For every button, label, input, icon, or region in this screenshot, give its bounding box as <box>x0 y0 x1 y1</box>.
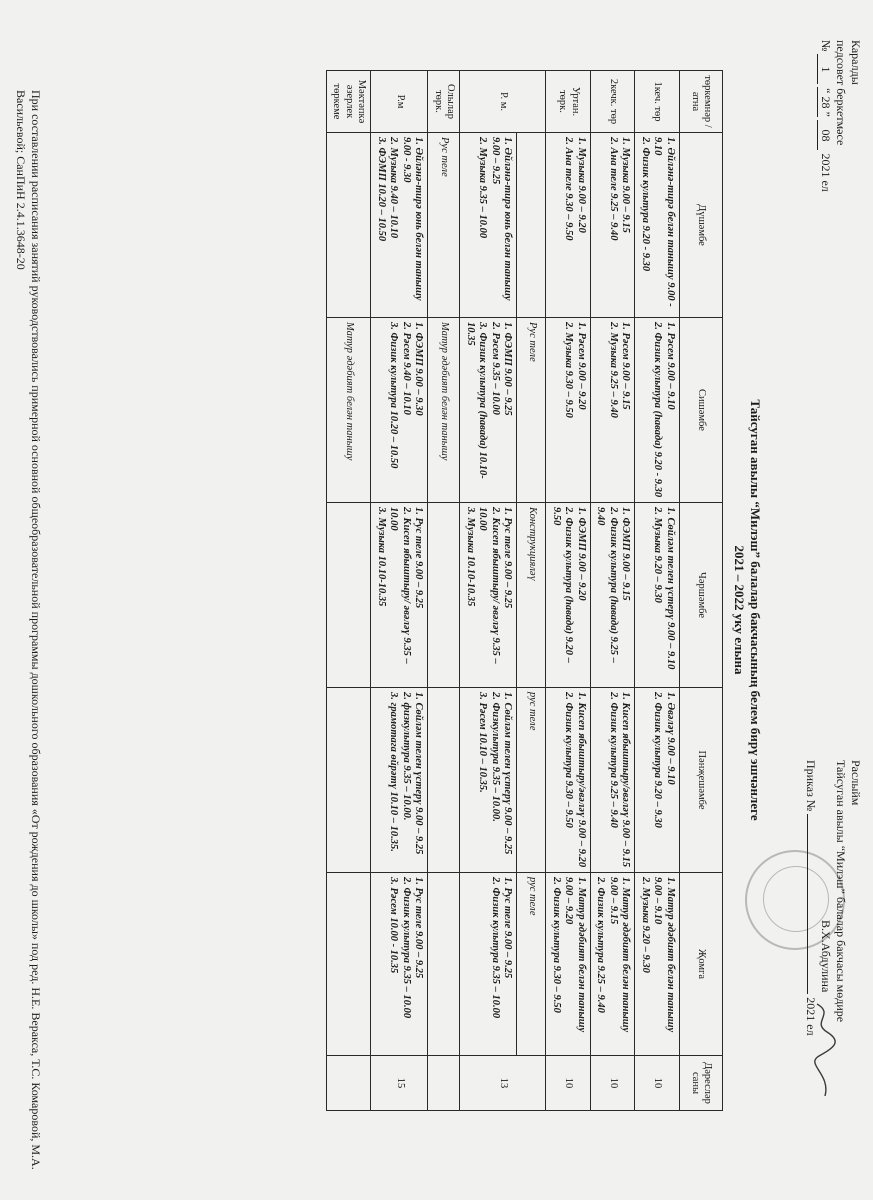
cell-wed <box>460 503 517 688</box>
cell-thu <box>591 688 636 873</box>
title-line-2: 2021 – 2022 уку елына <box>732 545 747 675</box>
head-name: В.Х.Абдулина <box>819 920 833 993</box>
lesson-entry: 2. Физик культура (һавада) 9.25 – 9.40 <box>595 507 619 663</box>
lesson-count <box>428 1056 460 1111</box>
lesson-entry: 2. Физик культура 9.25 – 9.40 <box>595 877 607 1013</box>
subject-mon <box>517 133 546 318</box>
cell-wed <box>428 503 460 688</box>
cell-thu <box>327 688 372 873</box>
cell-mon <box>327 133 372 318</box>
cell-wed <box>371 503 428 688</box>
cell-fri <box>635 873 680 1056</box>
header-monday: Дүшәмбе <box>680 133 723 318</box>
lesson-entry: 1. Матур әдәбият белән танышу 9.00 – 9.10 <box>652 877 676 1033</box>
lesson-entry: 2. Музыка 9.30 – 9.50 <box>563 322 575 418</box>
lesson-entry: 1. Музыка 9.00 – 9.20 <box>576 137 587 233</box>
protocol-year: 2021 ел <box>819 153 833 192</box>
cell-wed <box>591 503 636 688</box>
header-tuesday: Сишәмбе <box>680 318 723 503</box>
lesson-count: 13 <box>460 1056 546 1111</box>
lesson-entry: 3. ФЭМП 10.20 – 10.50 <box>376 137 387 242</box>
group-name: Олылар төрк. <box>428 71 460 133</box>
council-label: педсовет беркетмәсе <box>834 40 848 146</box>
cell-fri <box>591 873 636 1056</box>
subject-tue: Рус теле <box>517 318 546 503</box>
lesson-count <box>327 1056 372 1111</box>
lesson-entry: 1. Рус теле 9.00 – 9.25 <box>413 507 425 609</box>
lesson-entry: 3. грамотага өйрәтү 10.10 – 10.35. <box>388 692 400 852</box>
footer-note: При составлении расписания занятий руководствовались примерной основной общеобразовательной программы дошкольного образования «От рождения до школы» под ред. Н.Е. Вераксa, Т.С. Комаровой, М.А. Васильевой; СанПиН 2.4.1.3648-20 <box>14 90 43 1170</box>
lesson-entry: 2. Физик культура 9.20 - 9.30 <box>640 137 651 272</box>
lesson-count: 15 <box>371 1056 428 1111</box>
lesson-entry: 1. Кисеп ябыштыру/әвәләү 9.00 – 9.15 <box>620 692 632 868</box>
protocol-number: 1 <box>817 54 833 84</box>
lesson-entry: 1. Сөйләм телен үстерү 9.00 – 9.25 <box>413 692 425 855</box>
group-name: 1кеч. төр <box>635 71 680 133</box>
approve-label: Раслыйм <box>849 760 863 806</box>
cell-fri <box>546 873 591 1056</box>
cell-fri <box>428 873 460 1056</box>
group-name: Мәктәпкә әзерлек төркеме <box>327 71 372 133</box>
lesson-entry: 2. Ана теле 9.30 – 9.50 <box>563 137 575 241</box>
lesson-entry: 2. Музыка 9.25 – 9.40 <box>608 322 619 418</box>
cell-tue <box>460 318 517 503</box>
lesson-entry: 1. Музыка 9.00 – 9.15 <box>620 137 632 233</box>
lesson-entry: 1. Сөйләм телен үстерү 9.00 – 9.10 <box>665 507 676 670</box>
cell-tue <box>591 318 636 503</box>
table-row <box>591 71 636 1111</box>
cell-wed <box>546 503 591 688</box>
cell-fri <box>327 873 372 1056</box>
lesson-entry: 1. Кисеп ябыштыру/әвәләү 9.00 – 9.20 <box>576 692 587 868</box>
lesson-entry: 1. ФЭМП 9.00 – 9.15 <box>620 507 632 601</box>
approval-left <box>817 40 863 300</box>
cell-wed <box>327 503 372 688</box>
header-friday: Җомга <box>680 873 723 1056</box>
lesson-entry: 1. Әйләнә-тирә юнь белән танышу 9.00 - 9.30 <box>401 137 425 301</box>
subject-wed: Конструкцияләү <box>517 503 546 688</box>
lesson-entry: 2. Музыка 9.40 – 10.10 <box>388 137 400 239</box>
lesson-entry: 2. Музыка 9.20 – 9.30 <box>652 507 664 603</box>
group-name: Р. м. <box>460 71 546 133</box>
cell-tue: Матур әдәбият белән танышу <box>428 318 460 503</box>
lesson-entry: 1. Рәсем 9.00 – 9.20 <box>576 322 587 410</box>
head-title: Тайсуган авылы “Милэш” балалар бакчасы мөдире <box>834 760 848 1023</box>
lesson-entry: 3. Музыка 10.10-10.35 <box>465 507 476 607</box>
lesson-entry: 1. ФЭМП 9.00 – 9.20 <box>576 507 587 601</box>
protocol-line: № 1 “ 28 ” 08 2021 ел <box>819 40 833 192</box>
lesson-entry: 1. Сөйләм телен үстерү 9.00 – 9.25 <box>502 692 514 855</box>
reviewed-label: Каралды <box>849 40 863 85</box>
lesson-entry: 1. Әйләнә-тирә белән танышу 9.00 - 9.10 <box>652 137 676 307</box>
approval-right <box>803 760 863 1180</box>
subheader-row <box>517 71 546 1111</box>
subject-fri: рус теле <box>517 873 546 1056</box>
cell-thu <box>371 688 428 873</box>
cell-tue: Матур әдәбият белән танышу <box>327 318 372 503</box>
table-row <box>635 71 680 1111</box>
group-name: Р.м <box>371 71 428 133</box>
lesson-entry: 1. Матур әдәбият белән танышу 9.00 – 9.20 <box>563 877 587 1033</box>
lesson-entry: 3. Музыка 10.10-10.35 <box>376 507 387 607</box>
header-lesson-count: Дәресләр саны <box>680 1056 723 1111</box>
lesson-count: 10 <box>546 1056 591 1111</box>
header-group: төркемнәр /атна <box>680 71 723 133</box>
lesson-entry: 1. Әйләнә-тирә юнь белән танышу 9.00 – 9.25 <box>490 137 514 301</box>
header-thursday: Пәнҗешәмбе <box>680 688 723 873</box>
cell-thu <box>546 688 591 873</box>
group-name: Уртан. төрк. <box>546 71 591 133</box>
cell-wed <box>635 503 680 688</box>
table-row <box>460 71 517 1111</box>
table-header-row <box>680 71 723 1111</box>
cell-tue <box>371 318 428 503</box>
lesson-entry: 2. Физик культура 9.20 – 9.30 <box>652 692 664 828</box>
lesson-entry: 2. Кисеп ябыштыру/ әвәләү 9.35 – 10.00 <box>388 507 412 664</box>
lesson-entry: 2. Физик культура (һавада) 9.20 - 9.30 <box>652 322 664 498</box>
cell-tue <box>635 318 680 503</box>
cell-mon <box>371 133 428 318</box>
cell-thu <box>460 688 517 873</box>
lesson-entry: 3. Рәсем 10.00 - 10.35 <box>388 877 400 974</box>
table-row <box>546 71 591 1111</box>
lesson-entry: 2. Физик культура 9.30 – 9.50 <box>563 692 575 828</box>
protocol-day: “ 28 ” <box>819 88 833 117</box>
lesson-count: 10 <box>591 1056 636 1111</box>
lesson-entry: 2. физкультура 9.35 – 10.00. <box>401 692 412 821</box>
cell-fri <box>460 873 517 1056</box>
lesson-entry: 2. Физик культура 9.35 – 10.00 <box>401 877 412 1019</box>
lesson-entry: 1. ФЭМП 9.00 – 9.30 <box>413 322 425 416</box>
lesson-entry: 1. Рәсем 9.00 – 9.15 <box>620 322 632 410</box>
cell-thu <box>635 688 680 873</box>
subheader-row <box>327 71 372 1111</box>
lesson-entry: 1. Рус теле 9.00 – 9.25 <box>502 507 514 609</box>
lesson-entry: 3. Физик культура (һавада) 10.10-10.35 <box>465 322 489 479</box>
order-line: Приказ № 2021 ел <box>804 760 818 1036</box>
lesson-entry: 2. Рәсем 9.40 – 10.10 <box>401 322 412 415</box>
lesson-entry: 2. Ана теле 9.25 – 9.40 <box>608 137 619 241</box>
lesson-entry: 2. Физкультура 9.35 – 10.00. <box>490 692 501 822</box>
subheader-row <box>428 71 460 1111</box>
cell-fri <box>371 873 428 1056</box>
lesson-entry: 2. Физик культура (һавада) 9.20 – 9.50 <box>551 507 575 663</box>
document-title <box>731 280 763 940</box>
table-row <box>371 71 428 1111</box>
lesson-entry: 2. Физик культура 9.30 – 9.50 <box>551 877 562 1013</box>
lesson-entry: 2. Физик культура 9.35 – 10.00 <box>490 877 501 1019</box>
cell-mon <box>460 133 517 318</box>
cell-tue <box>546 318 591 503</box>
title-line-1: Тайсуган авылы “Милэш” балалар бакчасының белем бирү эшчәнлеге <box>748 399 763 821</box>
lesson-entry: 1. Әвәләү 9.00 – 9.10 <box>665 692 676 785</box>
group-name: 2кечк. төр <box>591 71 636 133</box>
lesson-entry: 1. Рус теле 9.00 – 9.25 <box>502 877 514 979</box>
cell-mon <box>591 133 636 318</box>
lesson-entry: 1. Рәсем 9.00 – 9.10 <box>665 322 676 410</box>
lesson-entry: 1. Матур әдәбият белән танышу 9.00 – 9.15 <box>608 877 632 1033</box>
order-year: 2021 ел <box>804 997 818 1036</box>
lesson-entry: 2. Кисеп ябыштыру/ әвәләү 9.35 – 10.00 <box>477 507 501 664</box>
lesson-entry: 3. Рәсем 10.10 – 10.35. <box>477 692 489 793</box>
lesson-entry: 2. Физик культура 9.25 – 9.40 <box>608 692 619 828</box>
lesson-entry: 1. Рус теле 9.00 – 9.25 <box>413 877 425 979</box>
subject-thu: рус теле <box>517 688 546 873</box>
lesson-entry: 2. Рәсем 9.35 – 10.00 <box>490 322 501 415</box>
lesson-entry: 2. Музыка 9.20 – 9.30 <box>640 877 651 973</box>
lesson-entry: 2. Музыка 9.35 – 10.00 <box>477 137 489 239</box>
lesson-count: 10 <box>635 1056 680 1111</box>
lesson-entry: 3. Физик культура 10.20 – 10.50 <box>388 322 400 469</box>
cell-mon <box>635 133 680 318</box>
schedule-table <box>326 70 723 1111</box>
cell-thu <box>428 688 460 873</box>
cell-mon <box>546 133 591 318</box>
lesson-entry: 1. ФЭМП 9.00 – 9.25 <box>502 322 514 416</box>
protocol-month: 08 <box>817 120 833 150</box>
cell-mon: Рус теле <box>428 133 460 318</box>
header-wednesday: Чәршәмбе <box>680 503 723 688</box>
